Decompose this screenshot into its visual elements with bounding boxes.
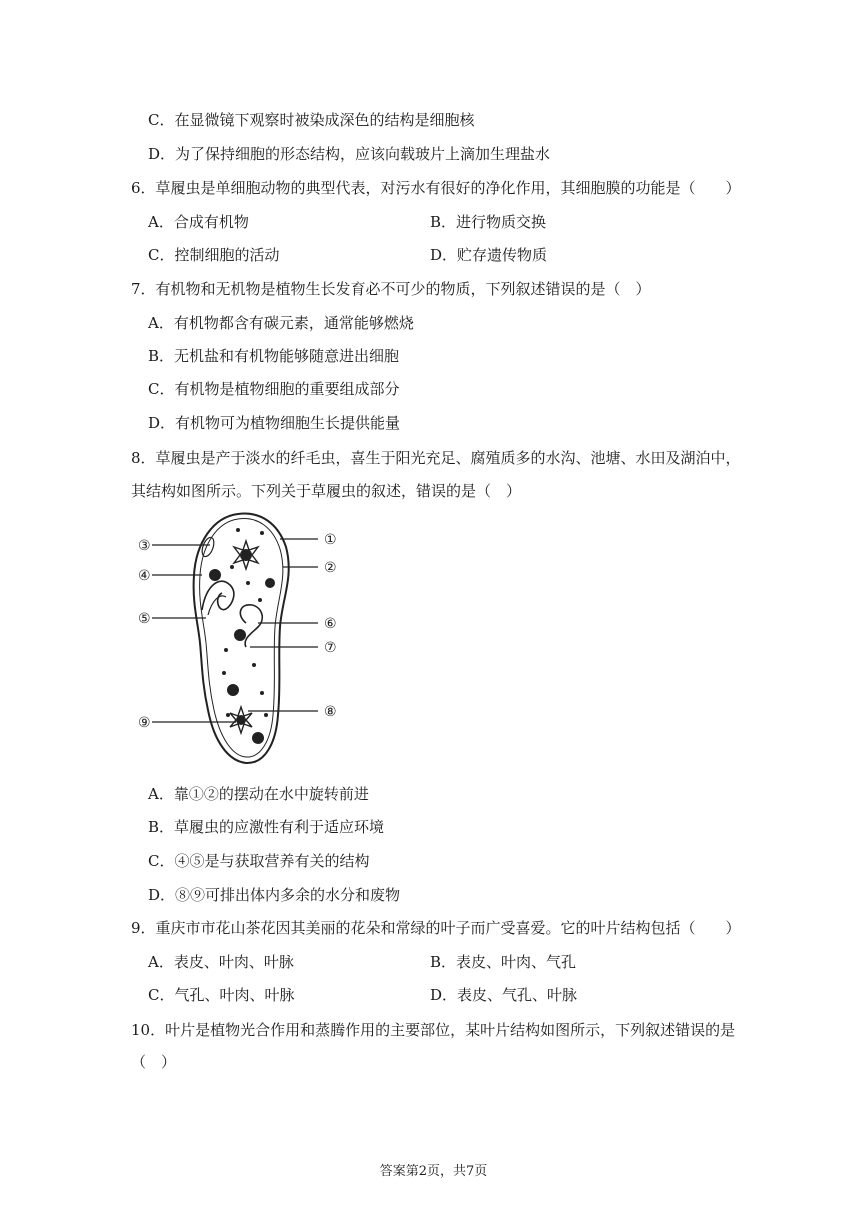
q7-stem: 7．有机物和无机物是植物生长发育必不可少的物质，下列叙述错误的是（ ） bbox=[131, 280, 651, 298]
figure-label-5: ⑤ bbox=[138, 611, 151, 627]
q9-option-a: A．表皮、叶肉、叶脉 bbox=[148, 953, 294, 971]
q9-stem: 9．重庆市市花山茶花因其美丽的花朵和常绿的叶子而广受喜爱。它的叶片结构包括（ ） bbox=[131, 919, 741, 937]
figure-label-2: ② bbox=[324, 560, 337, 576]
q8-option-c: C．④⑤是与获取营养有关的结构 bbox=[148, 852, 370, 870]
q6-stem: 6．草履虫是单细胞动物的典型代表，对污水有很好的净化作用，其细胞膜的功能是（ ） bbox=[131, 179, 741, 197]
q10-stem-line1: 10．叶片是植物光合作用和蒸腾作用的主要部位，某叶片结构如图所示，下列叙述错误的是 bbox=[131, 1021, 736, 1039]
q7-option-a: A．有机物都含有碳元素，通常能够燃烧 bbox=[148, 314, 414, 332]
q5-option-c: C．在显微镜下观察时被染成深色的结构是细胞核 bbox=[148, 111, 475, 129]
q7-option-c: C．有机物是植物细胞的重要组成部分 bbox=[148, 380, 400, 398]
q9-option-c: C．气孔、叶肉、叶脉 bbox=[148, 986, 295, 1004]
figure-label-1: ① bbox=[324, 532, 337, 548]
q8-option-d: D．⑧⑨可排出体内多余的水分和废物 bbox=[148, 886, 401, 904]
q7-option-d: D．有机物可为植物细胞生长提供能量 bbox=[148, 414, 401, 432]
figure-label-3: ③ bbox=[138, 538, 151, 554]
figure-label-4: ④ bbox=[138, 568, 151, 584]
q6-option-b: B．进行物质交换 bbox=[430, 213, 547, 231]
figure-label-7: ⑦ bbox=[324, 640, 337, 656]
figure-label-9: ⑨ bbox=[138, 715, 151, 731]
q10-stem-line2: （ ） bbox=[131, 1053, 177, 1071]
q8-stem-line1: 8．草履虫是产于淡水的纤毛虫，喜生于阳光充足、腐殖质多的水沟、池塘、水田及湖泊中， bbox=[131, 449, 741, 467]
figure-label-8: ⑧ bbox=[324, 704, 337, 720]
q7-option-b: B．无机盐和有机物能够随意进出细胞 bbox=[148, 347, 400, 365]
q5-option-d: D．为了保持细胞的形态结构，应该向载玻片上滴加生理盐水 bbox=[148, 145, 551, 163]
q6-option-c: C．控制细胞的活动 bbox=[148, 246, 280, 264]
q9-option-b: B．表皮、叶肉、气孔 bbox=[430, 953, 577, 971]
q6-option-d: D．贮存遗传物质 bbox=[430, 246, 548, 264]
q8-option-b: B．草履虫的应激性有利于适应环境 bbox=[148, 818, 385, 836]
q9-option-d: D．表皮、气孔、叶脉 bbox=[430, 986, 578, 1004]
figure-label-6: ⑥ bbox=[324, 616, 337, 632]
q6-option-a: A．合成有机物 bbox=[148, 213, 249, 231]
q8-stem-line2: 其结构如图所示。下列关于草履虫的叙述，错误的是（ ） bbox=[131, 482, 522, 500]
paramecium-figure bbox=[128, 505, 358, 770]
q8-option-a: A．靠①②的摆动在水中旋转前进 bbox=[148, 785, 369, 803]
page-footer: 答案第2页，共7页 bbox=[379, 1164, 488, 1179]
